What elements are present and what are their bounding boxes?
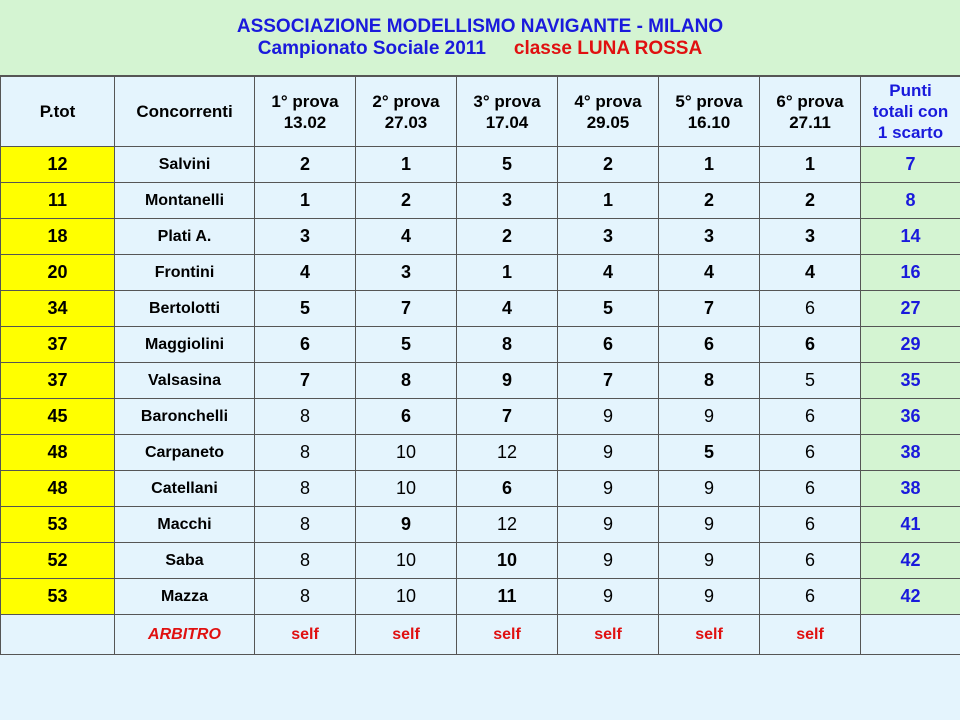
round-2-score: 10	[356, 435, 457, 471]
total-score: 41	[861, 507, 960, 543]
total-score: 8	[861, 183, 960, 219]
total-score: 38	[861, 435, 960, 471]
round-3-score: 10	[457, 543, 558, 579]
total-score: 38	[861, 471, 960, 507]
round-3-score: 9	[457, 363, 558, 399]
round-6-score: 3	[760, 219, 861, 255]
arbitro-round-2: self	[356, 615, 457, 655]
table-row	[1, 219, 960, 255]
round-4-score: 9	[558, 471, 659, 507]
round-5-score: 8	[659, 363, 760, 399]
ptot-cell: 52	[1, 543, 115, 579]
round-3-date: 17.04	[485, 112, 529, 132]
competitor-name: Bertolotti	[115, 291, 255, 327]
round-6-score: 6	[760, 543, 861, 579]
ptot-cell: 37	[1, 363, 115, 399]
competitor-name: Valsasina	[115, 363, 255, 399]
competitor-name: Montanelli	[115, 183, 255, 219]
round-1-score: 1	[255, 183, 356, 219]
ptot-cell: 48	[1, 471, 115, 507]
header-round-4	[558, 77, 659, 147]
round-5-label: 5° prova	[675, 91, 743, 111]
arbitro-label: ARBITRO	[115, 615, 255, 655]
round-4-score: 9	[558, 507, 659, 543]
round-4-score: 9	[558, 579, 659, 615]
round-2-score: 2	[356, 183, 457, 219]
round-5-date: 16.10	[687, 112, 731, 132]
round-4-score: 9	[558, 435, 659, 471]
table-row	[1, 327, 960, 363]
round-2-date: 27.03	[384, 112, 428, 132]
round-4-score: 3	[558, 219, 659, 255]
round-2-score: 6	[356, 399, 457, 435]
competitor-name: Carpaneto	[115, 435, 255, 471]
table-row	[1, 471, 960, 507]
header-concorrenti: Concorrenti	[115, 77, 255, 147]
competitor-name: Plati A.	[115, 219, 255, 255]
round-4-date: 29.05	[586, 112, 630, 132]
round-1-date: 13.02	[283, 112, 327, 132]
page-subtitle-line	[0, 38, 960, 60]
total-score: 42	[861, 543, 960, 579]
round-6-date: 27.11	[789, 112, 831, 132]
round-1-score: 8	[255, 507, 356, 543]
ptot-cell: 37	[1, 327, 115, 363]
header-round-6	[760, 77, 861, 147]
total-score: 27	[861, 291, 960, 327]
header-round-2	[356, 77, 457, 147]
round-6-score: 1	[760, 147, 861, 183]
header-round-3	[457, 77, 558, 147]
round-6-label: 6° prova	[776, 91, 844, 111]
round-3-score: 4	[457, 291, 558, 327]
round-5-score: 7	[659, 291, 760, 327]
round-1-score: 3	[255, 219, 356, 255]
round-2-score: 8	[356, 363, 457, 399]
arbitro-blank-cell	[1, 615, 115, 655]
header-round-1	[255, 77, 356, 147]
round-4-label: 4° prova	[574, 91, 642, 111]
round-3-score: 11	[457, 579, 558, 615]
competitor-name: Salvini	[115, 147, 255, 183]
round-3-label: 3° prova	[473, 91, 541, 111]
round-1-score: 7	[255, 363, 356, 399]
round-4-score: 2	[558, 147, 659, 183]
table-row	[1, 435, 960, 471]
total-label-3: 1 scarto	[877, 123, 944, 142]
round-6-score: 6	[760, 327, 861, 363]
competitor-name: Baronchelli	[115, 399, 255, 435]
round-5-score: 9	[659, 399, 760, 435]
round-1-score: 5	[255, 291, 356, 327]
arbitro-round-5: self	[659, 615, 760, 655]
round-2-score: 10	[356, 543, 457, 579]
round-2-score: 3	[356, 255, 457, 291]
round-5-score: 3	[659, 219, 760, 255]
round-3-score: 7	[457, 399, 558, 435]
round-2-score: 5	[356, 327, 457, 363]
arbitro-round-6: self	[760, 615, 861, 655]
ptot-cell: 20	[1, 255, 115, 291]
round-1-score: 8	[255, 543, 356, 579]
round-1-score: 4	[255, 255, 356, 291]
round-2-score: 9	[356, 507, 457, 543]
table-header-row	[1, 77, 960, 147]
round-6-score: 5	[760, 363, 861, 399]
competitor-name: Macchi	[115, 507, 255, 543]
round-6-score: 2	[760, 183, 861, 219]
total-score: 36	[861, 399, 960, 435]
table-row	[1, 579, 960, 615]
total-score: 35	[861, 363, 960, 399]
round-4-score: 7	[558, 363, 659, 399]
ptot-cell: 11	[1, 183, 115, 219]
competitor-name: Saba	[115, 543, 255, 579]
round-3-score: 6	[457, 471, 558, 507]
total-score: 7	[861, 147, 960, 183]
round-1-score: 8	[255, 471, 356, 507]
round-3-score: 12	[457, 507, 558, 543]
ptot-cell: 53	[1, 579, 115, 615]
arbitro-round-1: self	[255, 615, 356, 655]
arbitro-round-3: self	[457, 615, 558, 655]
round-4-score: 9	[558, 543, 659, 579]
header-round-5	[659, 77, 760, 147]
total-score: 14	[861, 219, 960, 255]
round-6-score: 6	[760, 579, 861, 615]
round-3-score: 2	[457, 219, 558, 255]
round-4-score: 4	[558, 255, 659, 291]
round-5-score: 6	[659, 327, 760, 363]
results-table	[0, 76, 960, 655]
ptot-cell: 48	[1, 435, 115, 471]
round-2-score: 10	[356, 471, 457, 507]
round-3-score: 8	[457, 327, 558, 363]
championship-label: Campionato Sociale 2011	[257, 38, 486, 59]
round-1-score: 8	[255, 435, 356, 471]
round-4-score: 1	[558, 183, 659, 219]
round-6-score: 6	[760, 507, 861, 543]
class-label: classe LUNA ROSSA	[513, 38, 703, 59]
table-row	[1, 543, 960, 579]
round-5-score: 5	[659, 435, 760, 471]
ptot-cell: 53	[1, 507, 115, 543]
round-5-score: 9	[659, 507, 760, 543]
ptot-cell: 12	[1, 147, 115, 183]
round-3-score: 12	[457, 435, 558, 471]
arbitro-round-4: self	[558, 615, 659, 655]
round-2-score: 7	[356, 291, 457, 327]
round-6-score: 6	[760, 471, 861, 507]
round-6-score: 6	[760, 291, 861, 327]
round-1-label: 1° prova	[271, 91, 339, 111]
round-6-score: 6	[760, 435, 861, 471]
round-6-score: 6	[760, 399, 861, 435]
competitor-name: Mazza	[115, 579, 255, 615]
round-5-score: 9	[659, 579, 760, 615]
total-score: 16	[861, 255, 960, 291]
round-2-score: 10	[356, 579, 457, 615]
round-2-score: 1	[356, 147, 457, 183]
total-score: 42	[861, 579, 960, 615]
table-row	[1, 147, 960, 183]
round-5-score: 2	[659, 183, 760, 219]
round-5-score: 9	[659, 543, 760, 579]
round-3-score: 1	[457, 255, 558, 291]
competitor-name: Maggiolini	[115, 327, 255, 363]
header-ptot: P.tot	[1, 77, 115, 147]
round-5-score: 4	[659, 255, 760, 291]
round-1-score: 8	[255, 579, 356, 615]
table-row	[1, 183, 960, 219]
round-1-score: 6	[255, 327, 356, 363]
round-4-score: 9	[558, 399, 659, 435]
round-1-score: 8	[255, 399, 356, 435]
arbitro-total-blank	[861, 615, 960, 655]
table-row	[1, 363, 960, 399]
table-row	[1, 291, 960, 327]
round-1-score: 2	[255, 147, 356, 183]
ptot-cell: 34	[1, 291, 115, 327]
round-2-label: 2° prova	[372, 91, 440, 111]
round-4-score: 5	[558, 291, 659, 327]
page-title: ASSOCIAZIONE MODELLISMO NAVIGANTE - MILANO	[236, 16, 724, 37]
round-4-score: 6	[558, 327, 659, 363]
table-row	[1, 399, 960, 435]
header-total	[861, 77, 960, 147]
competitor-name: Frontini	[115, 255, 255, 291]
total-label-2: totali con	[872, 102, 949, 121]
total-score: 29	[861, 327, 960, 363]
ptot-cell: 18	[1, 219, 115, 255]
table-row	[1, 255, 960, 291]
round-5-score: 1	[659, 147, 760, 183]
round-3-score: 3	[457, 183, 558, 219]
arbitro-row	[1, 615, 960, 655]
table-row	[1, 507, 960, 543]
round-5-score: 9	[659, 471, 760, 507]
competitor-name: Catellani	[115, 471, 255, 507]
round-3-score: 5	[457, 147, 558, 183]
round-2-score: 4	[356, 219, 457, 255]
page-header	[0, 0, 960, 76]
total-label-1: Punti	[889, 81, 932, 100]
round-6-score: 4	[760, 255, 861, 291]
ptot-cell: 45	[1, 399, 115, 435]
